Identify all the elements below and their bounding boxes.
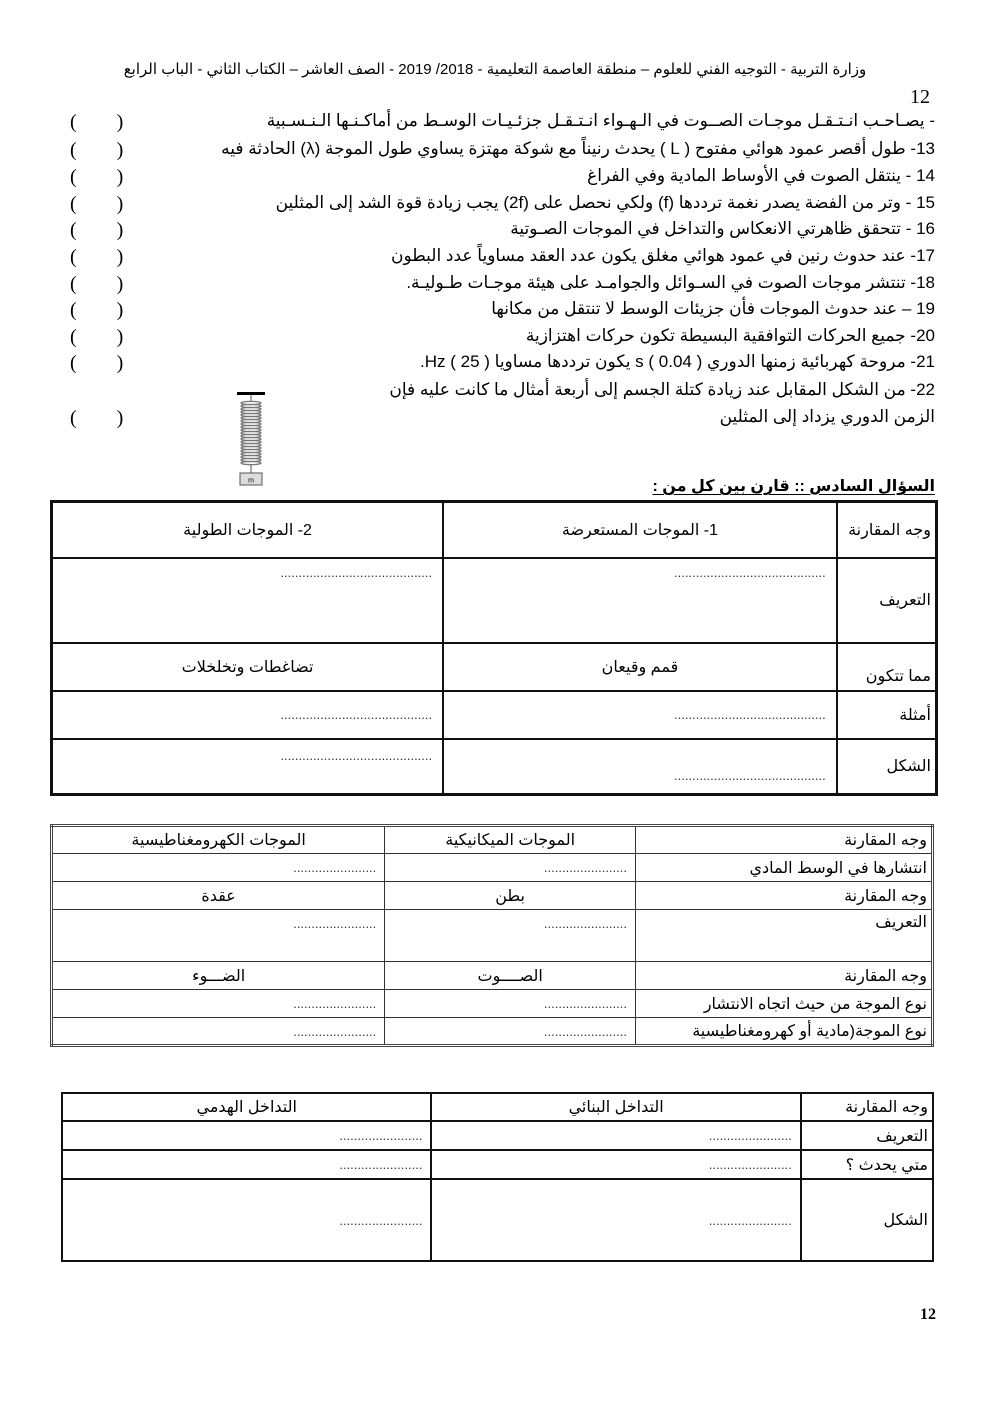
question-text: الزمن الدوري يزداد إلى المثلين bbox=[719, 407, 935, 426]
table-header-cell: الموجات الميكانيكية bbox=[385, 826, 636, 854]
table-header-cell: التداخل البنائي bbox=[431, 1093, 800, 1121]
table-header-cell: الصــــوت bbox=[385, 962, 636, 990]
table-header-row bbox=[52, 962, 933, 990]
answer-blank[interactable]: ( ) bbox=[70, 352, 124, 374]
table-header-row bbox=[52, 826, 933, 854]
table-header-row bbox=[62, 1093, 933, 1121]
table-header-cell: التداخل الهدمي bbox=[62, 1093, 431, 1121]
comparison-table-waves-types bbox=[50, 500, 938, 796]
table-row bbox=[52, 691, 937, 739]
table-header-row bbox=[52, 882, 933, 910]
answer-cell[interactable]: ....................... bbox=[431, 1179, 800, 1261]
table-header-cell: الموجات الكهرومغناطيسية bbox=[52, 826, 385, 854]
row-label: أمثلة bbox=[837, 691, 937, 739]
answer-blank[interactable]: ( ) bbox=[70, 219, 124, 241]
answer-blank[interactable]: ( ) bbox=[70, 246, 124, 268]
question-item bbox=[60, 352, 935, 378]
answer-cell[interactable]: .......................................... bbox=[443, 739, 837, 795]
row-label: التعريف bbox=[636, 910, 933, 962]
answer-cell[interactable]: ....................... bbox=[62, 1121, 431, 1150]
table-cell: تضاغطات وتخلخلات bbox=[52, 643, 444, 691]
row-label: نوع الموجة(مادية أو كهرومغناطيسية bbox=[636, 1018, 933, 1046]
table-row bbox=[62, 1150, 933, 1179]
question-text: - يصـاحـب انـتـقـل موجـات الصــوت في الـهـواء انـتـقـل جزئـيـات الوسـط من أماكـنـها الـنـسـبية bbox=[266, 111, 935, 130]
row-label: وجه المقارنة bbox=[636, 882, 933, 910]
table-header-cell: 1- الموجات المستعرضة bbox=[443, 502, 837, 558]
question-text: 16 - تتحقق ظاهرتي الانعكاس والتداخل في الموجات الصـوتية bbox=[510, 219, 935, 238]
question-item bbox=[60, 326, 935, 352]
row-label: التعريف bbox=[801, 1121, 933, 1150]
question-item bbox=[60, 273, 935, 299]
question-item bbox=[60, 246, 935, 272]
table-header-cell: بطن bbox=[385, 882, 636, 910]
answer-cell[interactable]: .......................................... bbox=[443, 558, 837, 643]
question-item bbox=[60, 407, 935, 433]
table-cell: قمم وقيعان bbox=[443, 643, 837, 691]
answer-cell[interactable]: ....................... bbox=[385, 990, 636, 1018]
answer-cell[interactable]: .......................................... bbox=[52, 739, 444, 795]
question-text: 19 – عند حدوث الموجات فأن جزيئات الوسط لا تنتقل من مكانها bbox=[491, 299, 935, 318]
question-text: 13- طول أقصر عمود هوائي مفتوح ( L ) يحدث رنيناً مع شوكة مهتزة يساوي طول الموجة (λ) الحادثة فيه bbox=[221, 139, 935, 158]
question-item bbox=[60, 219, 935, 245]
row-label: انتشارها في الوسط المادي bbox=[636, 854, 933, 882]
answer-cell[interactable]: ....................... bbox=[52, 854, 385, 882]
comparison-table-mechanical-em bbox=[50, 824, 934, 1047]
table-header-cell: عقدة bbox=[52, 882, 385, 910]
comparison-table-interference bbox=[61, 1092, 934, 1262]
page-header: وزارة التربية - التوجيه الفني للعلوم – منطقة العاصمة التعليمية - 2018/ 2019 - الصف العاشر – الكتاب الثاني - الباب الرابع bbox=[123, 61, 867, 78]
question-item bbox=[60, 299, 935, 325]
answer-cell[interactable]: ....................... bbox=[52, 990, 385, 1018]
table-row bbox=[52, 739, 937, 795]
answer-cell[interactable]: ....................... bbox=[52, 910, 385, 962]
row-label: الشكل bbox=[837, 739, 937, 795]
table-header-cell: وجه المقارنة bbox=[837, 502, 937, 558]
question-item bbox=[60, 166, 935, 192]
page-number-top: 12 bbox=[910, 86, 930, 108]
answer-blank[interactable]: ( ) bbox=[70, 299, 124, 321]
question-text: 20- جميع الحركات التوافقية البسيطة تكون حركات اهتزازية bbox=[525, 326, 935, 345]
answer-blank[interactable]: ( ) bbox=[70, 111, 124, 133]
question-text: 17- عند حدوث رنين في عمود هوائي مغلق يكون عدد العقد مساوياً عدد البطون bbox=[390, 246, 935, 265]
answer-cell[interactable]: ....................... bbox=[62, 1150, 431, 1179]
table-row bbox=[52, 910, 933, 962]
table-header-cell: الضـــوء bbox=[52, 962, 385, 990]
spring-mass-icon bbox=[232, 390, 270, 486]
answer-blank[interactable]: ( ) bbox=[70, 407, 124, 429]
answer-blank[interactable]: ( ) bbox=[70, 166, 124, 188]
table-row bbox=[52, 1018, 933, 1046]
table-header-cell: وجه المقارنة bbox=[801, 1093, 933, 1121]
answer-cell[interactable]: ....................... bbox=[385, 854, 636, 882]
table-header-cell: 2- الموجات الطولية bbox=[52, 502, 444, 558]
answer-cell[interactable]: .......................................... bbox=[52, 691, 444, 739]
row-label: نوع الموجة من حيث اتجاه الانتشار bbox=[636, 990, 933, 1018]
table-row bbox=[52, 854, 933, 882]
table-row bbox=[62, 1121, 933, 1150]
answer-cell[interactable]: .......................................... bbox=[443, 691, 837, 739]
mass-label: m bbox=[248, 477, 254, 485]
question-item bbox=[60, 193, 935, 219]
page-number-bottom: 12 bbox=[920, 1306, 936, 1323]
answer-cell[interactable]: ....................... bbox=[62, 1179, 431, 1261]
row-label: وجه المقارنة bbox=[636, 962, 933, 990]
table-header-row bbox=[52, 502, 937, 558]
row-label: مما تتكون bbox=[837, 643, 937, 691]
answer-blank[interactable]: ( ) bbox=[70, 193, 124, 215]
table-row bbox=[52, 558, 937, 643]
answer-blank[interactable]: ( ) bbox=[70, 326, 124, 348]
answer-cell[interactable]: ....................... bbox=[52, 1018, 385, 1046]
row-label: وجه المقارنة bbox=[636, 826, 933, 854]
question-text: 21- مروحة كهربائية زمنها الدوري s ( 0.04 ) يكون ترددها مساويا Hz ( 25 ). bbox=[420, 352, 935, 371]
question-item bbox=[60, 380, 935, 406]
row-label: متي يحدث ؟ bbox=[801, 1150, 933, 1179]
question-item bbox=[60, 111, 935, 137]
answer-blank[interactable]: ( ) bbox=[70, 139, 124, 161]
table-row bbox=[52, 643, 937, 691]
table-row bbox=[62, 1179, 933, 1261]
answer-cell[interactable]: ....................... bbox=[385, 910, 636, 962]
answer-cell[interactable]: ....................... bbox=[431, 1150, 800, 1179]
table-row bbox=[52, 990, 933, 1018]
answer-blank[interactable]: ( ) bbox=[70, 273, 124, 295]
question-text: 18- تنتشر موجات الصوت في السـوائل والجوامـد على هيئة موجـات طـوليـة. bbox=[406, 273, 935, 292]
answer-cell[interactable]: ....................... bbox=[431, 1121, 800, 1150]
answer-cell[interactable]: .......................................... bbox=[52, 558, 444, 643]
row-label: الشكل bbox=[801, 1179, 933, 1261]
question-text: 15 - وتر من الفضة يصدر نغمة ترددها (f) ولكي نحصل على (2f) يجب زيادة قوة الشد إلى المثلين bbox=[275, 193, 935, 212]
section-title: السؤال السادس :: قارن بين كل من : bbox=[652, 478, 935, 495]
answer-cell[interactable]: ....................... bbox=[385, 1018, 636, 1046]
question-item bbox=[60, 139, 935, 165]
row-label: التعريف bbox=[837, 558, 937, 643]
question-text: 22- من الشكل المقابل عند زيادة كتلة الجسم إلى أربعة أمثال ما كانت عليه فإن bbox=[389, 380, 935, 399]
question-text: 14 - ينتقل الصوت في الأوساط المادية وفي الفراغ bbox=[587, 166, 935, 185]
